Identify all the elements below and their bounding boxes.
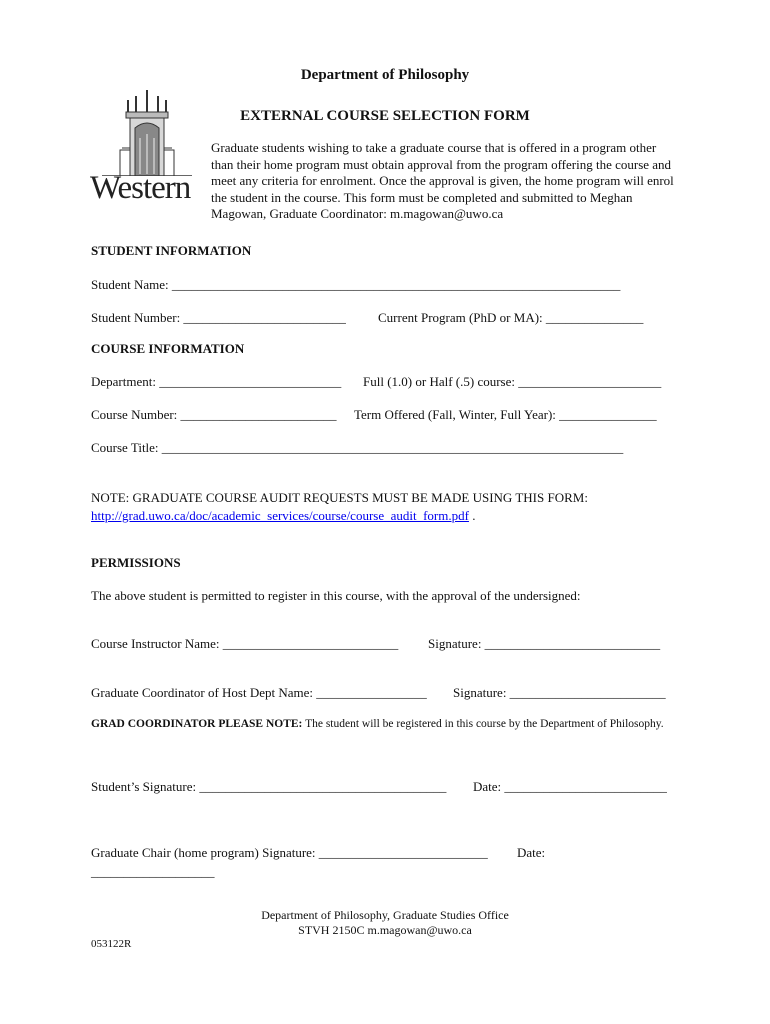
student-number-field[interactable]: Student Number: _________________________: [91, 310, 346, 325]
intro-paragraph: Graduate students wishing to take a graduate course that is offered in a program other than their home program must obtain approval from the program offering the course and meet any criteria for enrolment. Once the approval is given, the home program will enrol the student in the course. This form must be completed and submitted to Meghan Magowan, Graduate Coordinator: m.magowan@uwo.ca: [211, 140, 674, 222]
current-program-field[interactable]: Current Program (PhD or MA): _______________: [378, 310, 644, 325]
course-info-heading: COURSE INFORMATION: [91, 341, 245, 356]
course-load-field[interactable]: Full (1.0) or Half (.5) course: ______________________: [363, 374, 662, 389]
instructor-name-field[interactable]: Course Instructor Name: ___________________________: [91, 636, 399, 651]
footer-address: STVH 2150C m.magowan@uwo.ca: [298, 923, 472, 937]
footer-office: Department of Philosophy, Graduate Studies Office: [261, 908, 509, 922]
student-name-field[interactable]: Student Name: _____________________________________________________________________: [91, 277, 621, 292]
permissions-heading: PERMISSIONS: [91, 555, 181, 570]
permission-statement: The above student is permitted to register in this course, with the approval of the undersigned:: [91, 588, 581, 603]
chair-signature-field[interactable]: Graduate Chair (home program) Signature: __________________________: [91, 845, 488, 860]
course-title-field[interactable]: Course Title: _______________________________________________________________________: [91, 440, 624, 455]
instructor-signature-field[interactable]: Signature: ___________________________: [428, 636, 661, 651]
logo-wordmark: Western: [90, 170, 191, 206]
student-date-field[interactable]: Date: _________________________: [473, 779, 667, 794]
department-field[interactable]: Department: ____________________________: [91, 374, 342, 389]
coordinator-signature-field[interactable]: Signature: ________________________: [453, 685, 666, 700]
audit-form-link[interactable]: http://grad.uwo.ca/doc/academic_services/course/course_audit_form.pdf: [91, 508, 469, 523]
chair-date-field[interactable]: ___________________: [91, 864, 215, 879]
chair-date-label: Date:: [517, 845, 546, 860]
coordinator-name-field[interactable]: Graduate Coordinator of Host Dept Name: _________________: [91, 685, 427, 700]
department-title: Department of Philosophy: [300, 67, 470, 83]
audit-note-tail: .: [468, 508, 476, 523]
tower-icon: [102, 88, 192, 176]
term-offered-field[interactable]: Term Offered (Fall, Winter, Full Year): _______________: [354, 407, 657, 422]
student-info-heading: STUDENT INFORMATION: [91, 243, 252, 258]
coordinator-note: [91, 716, 679, 733]
audit-note-text: NOTE: GRADUATE COURSE AUDIT REQUESTS MUST BE MADE USING THIS FORM:: [91, 490, 588, 505]
student-signature-field[interactable]: Student’s Signature: ______________________________________: [91, 779, 447, 794]
audit-note: [91, 489, 679, 525]
coordinator-note-text: The student will be registered in this course by the Department of Philosophy.: [302, 718, 664, 730]
form-code: 053122R: [91, 938, 132, 950]
course-number-field[interactable]: Course Number: ________________________: [91, 407, 337, 422]
form-title: EXTERNAL COURSE SELECTION FORM: [240, 108, 530, 124]
western-logo: [90, 88, 205, 208]
coordinator-note-label: GRAD COORDINATOR PLEASE NOTE:: [91, 718, 303, 730]
